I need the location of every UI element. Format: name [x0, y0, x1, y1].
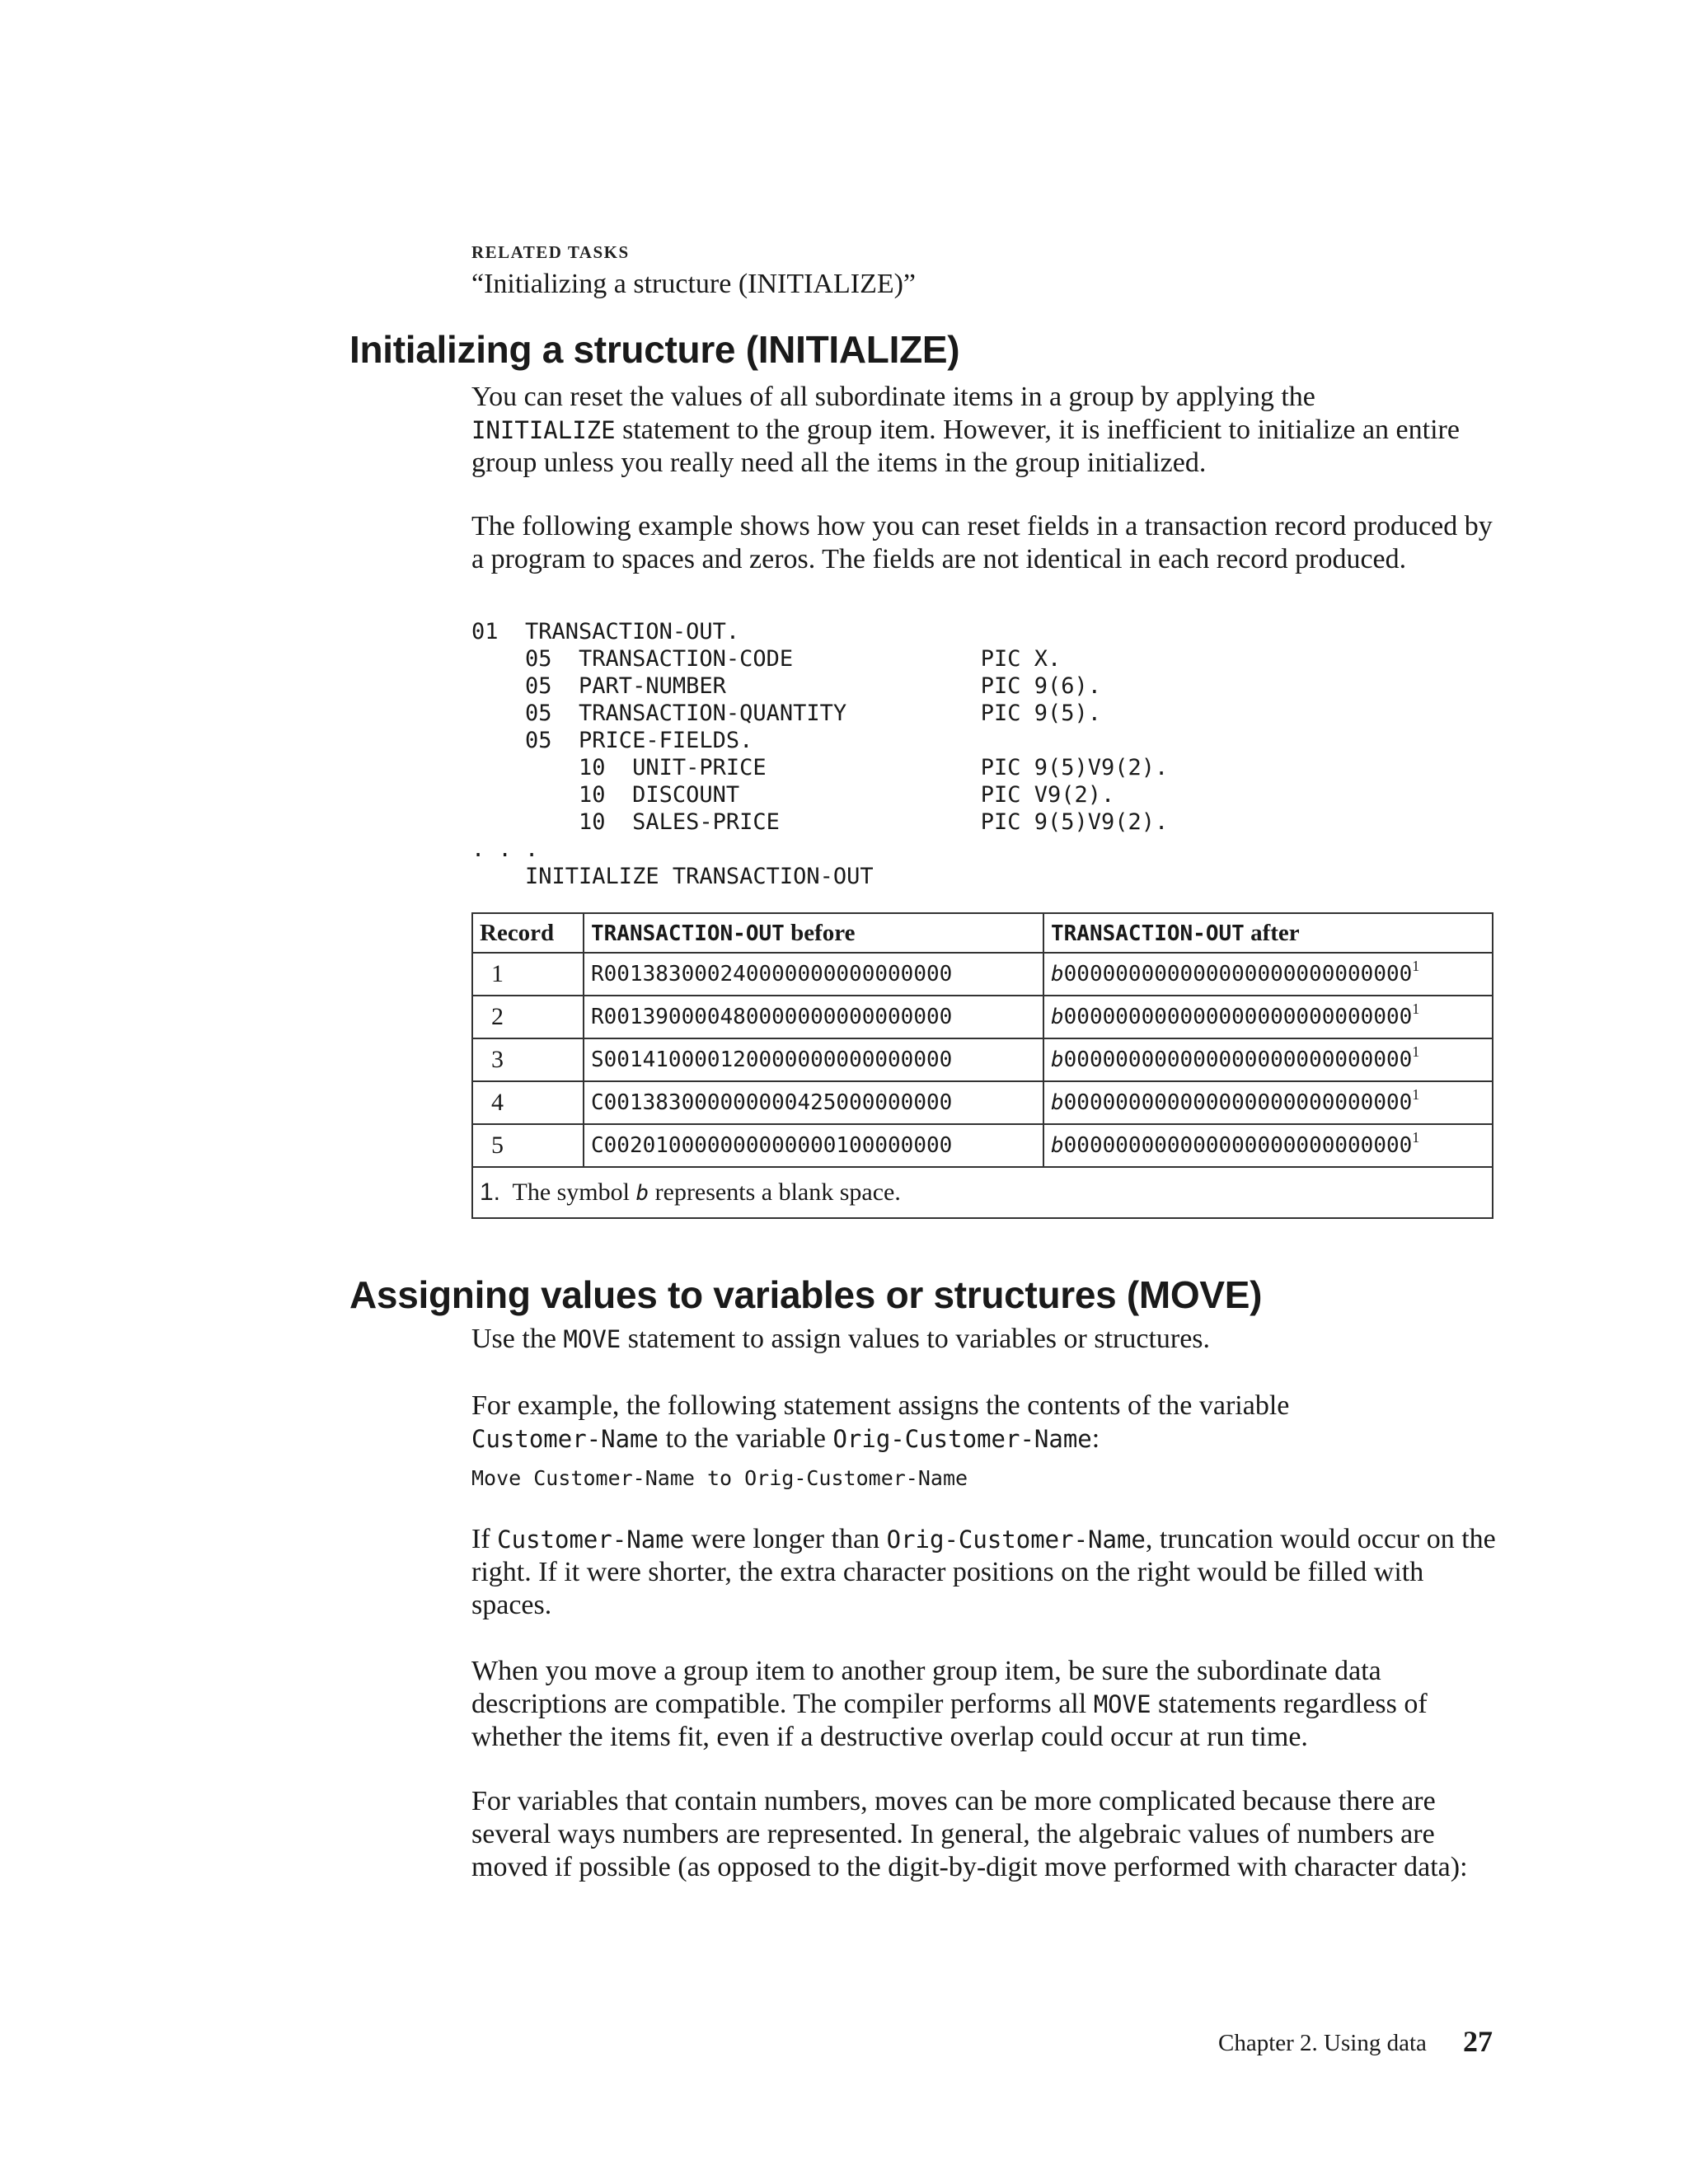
header-before [584, 913, 1043, 953]
cell-after [1043, 1124, 1493, 1167]
text-run: The symbol [500, 1179, 636, 1206]
text-run: For example, the following statement assigns the contents of the variable [471, 1390, 1290, 1421]
footnote-ref: 1 [1412, 958, 1420, 974]
inline-code-orig-customer-name: Orig-Customer-Name [832, 1425, 1092, 1453]
cell-after [1043, 953, 1493, 996]
cell-record: 2 [472, 996, 584, 1038]
table-row [472, 1124, 1493, 1167]
header-after-word: after [1244, 919, 1300, 946]
transaction-table [471, 912, 1493, 1219]
table-row [472, 1081, 1493, 1124]
text-run: , truncation would occur on the right. If it were shorter, the extra character positions on the right would be filled with spaces. [471, 1524, 1496, 1620]
code-line: 01 TRANSACTION-OUT. [471, 619, 740, 644]
code-line: 05 PART-NUMBER PIC 9(6). [471, 673, 1102, 699]
cell-record: 5 [472, 1124, 584, 1167]
section-heading-move: Assigning values to variables or structures (MOVE) [349, 1273, 1263, 1316]
code-line: . . . [471, 837, 539, 862]
header-record: Record [472, 913, 584, 953]
paragraph-move-example [471, 1390, 1510, 1455]
blank-symbol: b [1051, 962, 1064, 987]
cell-after [1043, 1038, 1493, 1081]
cell-after [1043, 1081, 1493, 1124]
inline-code-move: MOVE [1093, 1690, 1151, 1718]
text-run: Use the [471, 1324, 564, 1354]
footnote-ref: 1 [1412, 1001, 1420, 1017]
related-task-link[interactable]: “Initializing a structure (INITIALIZE)” [471, 269, 917, 299]
paragraph-numeric-move: For variables that contain numbers, moves can be more complicated because there are several ways numbers are represented. In general, the algebraic values of numbers are moved if possible (as opposed to the digit-by-digit move performed with character data): [471, 1786, 1468, 1882]
header-after [1043, 913, 1493, 953]
code-line: 10 DISCOUNT PIC V9(2). [471, 782, 1115, 808]
inline-code-customer-name: Customer-Name [497, 1526, 685, 1554]
text-run: represents a blank space. [649, 1179, 901, 1206]
text-run: If [471, 1524, 498, 1554]
code-line: 05 PRICE-FIELDS. [471, 728, 753, 753]
blank-symbol: b [1051, 1005, 1064, 1029]
section-heading-initialize: Initializing a structure (INITIALIZE) [349, 328, 960, 371]
blank-symbol: b [1051, 1133, 1064, 1158]
related-tasks-label: RELATED TASKS [471, 242, 630, 262]
inline-code-customer-name: Customer-Name [471, 1425, 659, 1453]
text-run: : [1091, 1423, 1100, 1454]
table-row [472, 1038, 1493, 1081]
header-after-code: TRANSACTION-OUT [1051, 921, 1245, 946]
text-run: statements regardless of whether the items fit, even if a destructive overlap could occur at run time. [471, 1689, 1428, 1752]
inline-code-orig-customer-name: Orig-Customer-Name [886, 1526, 1146, 1554]
header-before-code: TRANSACTION-OUT [591, 921, 785, 946]
table-row [472, 953, 1493, 996]
footnote-ref: 1 [1412, 1086, 1420, 1103]
cell-record: 3 [472, 1038, 584, 1081]
paragraph-initialize-intro [471, 381, 1510, 480]
after-value: 000000000000000000000000000 [1063, 1133, 1413, 1158]
table-footnote [472, 1167, 1493, 1218]
cell-record: 1 [472, 953, 584, 996]
footnote-number: 1. [480, 1179, 501, 1206]
code-line: 05 TRANSACTION-QUANTITY PIC 9(5). [471, 701, 1102, 726]
cell-before: C001383000000000425000000000 [584, 1081, 1043, 1124]
inline-code-move: MOVE [563, 1325, 621, 1353]
after-value: 000000000000000000000000000 [1063, 1047, 1413, 1072]
cell-before: R001383000240000000000000000 [584, 953, 1043, 996]
paragraph-group-move [471, 1655, 1510, 1754]
text-run: were longer than [684, 1524, 887, 1554]
footer-page-number: 27 [1463, 2025, 1493, 2058]
code-block-transaction-out [471, 618, 1168, 890]
blank-symbol: b [1051, 1047, 1064, 1072]
code-line: 10 SALES-PRICE PIC 9(5)V9(2). [471, 809, 1169, 835]
code-line: 10 UNIT-PRICE PIC 9(5)V9(2). [471, 755, 1169, 780]
paragraph-move-intro [471, 1323, 1510, 1356]
cell-before: C002010000000000000100000000 [584, 1124, 1043, 1167]
text-run: You can reset the values of all subordinate items in a group by applying the [471, 382, 1315, 412]
text-run: statement to assign values to variables or structures. [621, 1324, 1211, 1354]
paragraph-truncation [471, 1523, 1510, 1622]
code-line: INITIALIZE TRANSACTION-OUT [471, 864, 874, 889]
footnote-ref: 1 [1412, 1043, 1420, 1060]
paragraph-example-intro: The following example shows how you can reset fields in a transaction record produced by a program to spaces and zeros. The fields are not identical in each record produced. [471, 511, 1493, 574]
after-value: 000000000000000000000000000 [1063, 962, 1413, 987]
inline-code-initialize: INITIALIZE [471, 416, 616, 444]
code-move-statement: Move Customer-Name to Orig-Customer-Name [471, 1466, 968, 1490]
table-footnote-row [472, 1167, 1493, 1218]
footer-chapter-title: Chapter 2. Using data [1218, 2030, 1427, 2056]
text-run: to the variable [658, 1423, 833, 1454]
after-value: 000000000000000000000000000 [1063, 1090, 1413, 1115]
text-run: When you move a group item to another group item, be sure the subordinate data descriptions are compatible. The compiler performs all [471, 1656, 1381, 1719]
text-run: statement to the group item. However, it is inefficient to initialize an entire group unless you really need all the items in the group initialized. [471, 415, 1460, 478]
blank-symbol: b [1051, 1090, 1064, 1115]
table-header-row [472, 913, 1493, 953]
table-row [472, 996, 1493, 1038]
code-line: 05 TRANSACTION-CODE PIC X. [471, 646, 1062, 672]
footnote-ref: 1 [1412, 1129, 1420, 1146]
cell-after [1043, 996, 1493, 1038]
header-before-word: before [784, 919, 856, 946]
cell-before: S001410000120000000000000000 [584, 1038, 1043, 1081]
blank-symbol: b [635, 1181, 649, 1206]
cell-before: R001390000480000000000000000 [584, 996, 1043, 1038]
cell-record: 4 [472, 1081, 584, 1124]
after-value: 000000000000000000000000000 [1063, 1005, 1413, 1029]
